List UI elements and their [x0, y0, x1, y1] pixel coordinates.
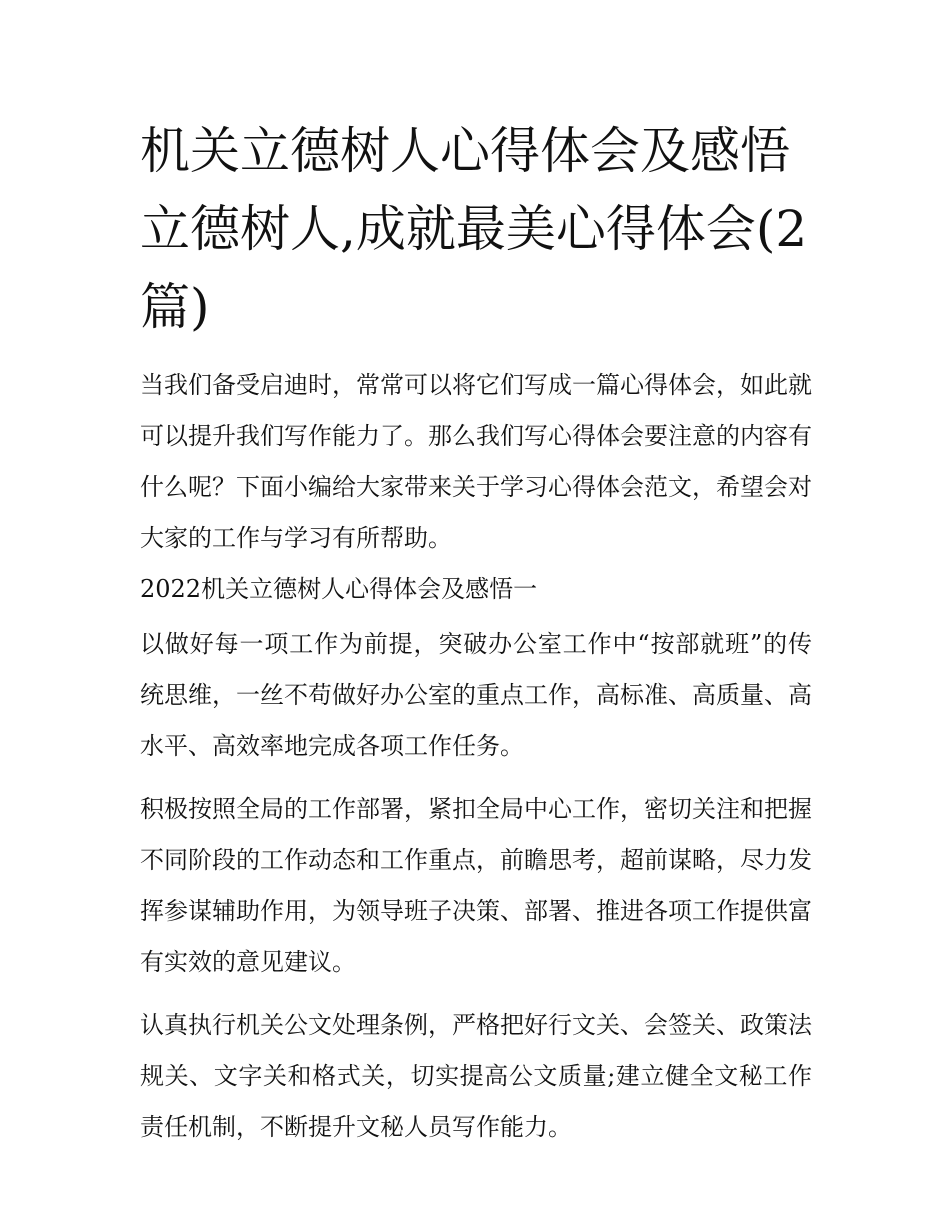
intro-paragraph: 当我们备受启迪时，常常可以将它们写成一篇心得体会，如此就可以提升我们写作能力了。那么我们写心得体会要注意的内容有什么呢？下面小编给大家带来关于学习心得体会范文，希望会对大家的工作与学习有所帮助。	[140, 371, 812, 552]
section-heading: 2022机关立德树人心得体会及感悟一	[140, 575, 538, 603]
body-paragraph: 认真执行机关公文处理条例，严格把好行文关、会签关、政策法规关、文字关和格式关，切实提高公文质量;建立健全文秘工作责任机制，不断提升文秘人员写作能力。	[140, 1011, 812, 1141]
document-title: 机关立德树人心得体会及感悟立德树人,成就最美心得体会(2篇)	[140, 122, 808, 336]
body-paragraph: 以做好每一项工作为前提，突破办公室工作中“按部就班”的传统思维，一丝不苟做好办公室的重点工作，高标准、高质量、高水平、高效率地完成各项工作任务。	[140, 630, 812, 760]
body-paragraph: 积极按照全局的工作部署，紧扣全局中心工作，密切关注和把握不同阶段的工作动态和工作重点，前瞻思考，超前谋略，尽力发挥参谋辅助作用，为领导班子决策、部署、推进各项工作提供富有实效的意见建议。	[140, 795, 812, 976]
document-page	[140, 112, 812, 1153]
